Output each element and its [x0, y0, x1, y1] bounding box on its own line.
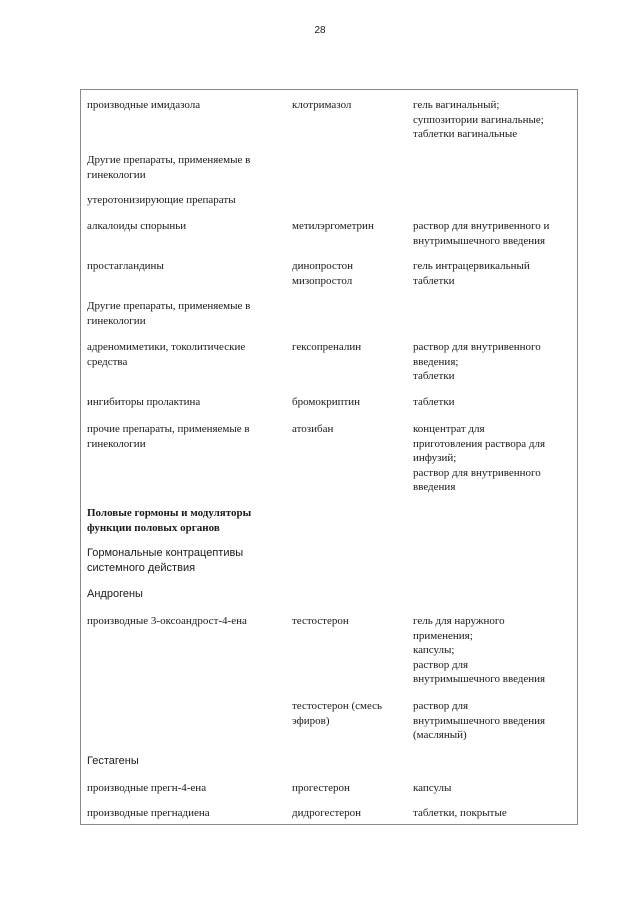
dosage-form-cell: раствор для внутривенного и внутримышечного введения: [413, 220, 550, 247]
group-cell: производные имидазола: [87, 99, 201, 111]
dosage-form-cell: концентрат для приготовления раствора для инфузий; раствор для внутривенного введения: [413, 423, 545, 493]
drug-name-cell: атозибан: [292, 423, 334, 435]
group-cell: прочие препараты, применяемые в гинекологии: [87, 423, 250, 450]
section-heading: Половые гормоны и модуляторы функции половых органов: [87, 507, 252, 534]
drug-name-cell: гексопреналин: [292, 341, 362, 353]
dosage-form-cell: таблетки: [413, 396, 455, 408]
dosage-form-cell: гель вагинальный; суппозитории вагинальные; таблетки вагинальные: [413, 99, 544, 140]
group-cell: простагландины: [87, 260, 164, 272]
drug-table: [80, 89, 578, 825]
dosage-form-cell: гель для наружного применения; капсулы; раствор для внутримышечного введения: [413, 615, 546, 685]
group-cell: производные прегнадиена: [87, 807, 210, 819]
group-cell: Другие препараты, применяемые в гинекологии: [87, 300, 251, 327]
group-cell: Гормональные контрацептивы системного действия: [87, 547, 244, 574]
group-cell: утеротонизирующие препараты: [87, 194, 236, 206]
drug-name-cell: дидрогестерон: [292, 807, 362, 819]
drug-name-cell: тестостерон: [292, 615, 349, 627]
page-number: 28: [314, 25, 326, 36]
group-cell: алкалоиды спорыньи: [87, 220, 187, 232]
dosage-form-cell: раствор для внутривенного введения; таблетки: [413, 341, 541, 382]
drug-name-cell: тестостерон (смесь эфиров): [292, 700, 383, 727]
group-cell: Другие препараты, применяемые в гинекологии: [87, 154, 251, 181]
drug-name-cell: бромокриптин: [292, 396, 361, 408]
group-cell: производные прегн-4-ена: [87, 782, 207, 794]
drug-name-cell: метилэргометрин: [292, 220, 374, 232]
drug-name-cell: клотримазол: [292, 99, 352, 111]
dosage-form-cell: гель интрацервикальный таблетки: [413, 260, 530, 287]
dosage-form-cell: таблетки, покрытые: [413, 807, 507, 819]
group-cell: Гестагены: [87, 755, 139, 767]
group-cell: Андрогены: [87, 588, 143, 600]
drug-name-cell: динопростон мизопростол: [292, 260, 353, 287]
group-cell: ингибиторы пролактина: [87, 396, 201, 408]
group-cell: адреномиметики, токолитические средства: [87, 341, 246, 368]
dosage-form-cell: капсулы: [413, 782, 452, 794]
drug-name-cell: прогестерон: [292, 782, 350, 794]
dosage-form-cell: раствор для внутримышечного введения (масляный): [413, 700, 546, 741]
group-cell: производные 3-оксоандрост-4-ена: [87, 615, 247, 627]
